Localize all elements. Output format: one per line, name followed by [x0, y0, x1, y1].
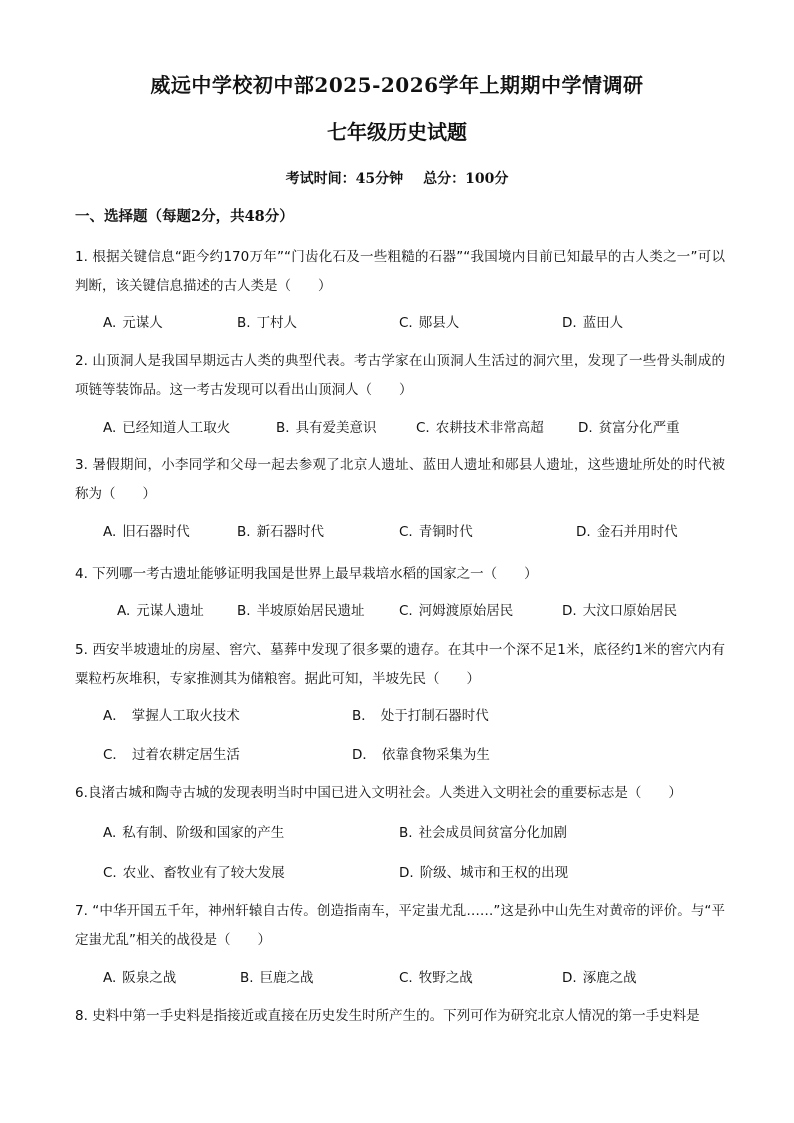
question-7: 7. “中华开国五千年，神州轩辕自古传。创造指南车，平定蚩尤乱……”这是孙中山先生对黄帝的评价。与“平定蚩尤乱”相关的战役是（ ） — [75, 903, 725, 948]
q2-option-b: B. 具有爱美意识 — [276, 420, 377, 436]
question-2: 2. 山顶洞人是我国早期远古人类的典型代表。考古学家在山顶洞人生活过的洞穴里，发现了一些骨头制成的项链等装饰品。这一考古发现可以看出山顶洞人（ ） — [75, 353, 725, 398]
exam-title: 威远中学校初中部2025-2026学年上期期中学情调研 — [150, 73, 644, 97]
q2-option-c: C. 农耕技术非常高超 — [416, 420, 544, 436]
q6-option-b: B. 社会成员间贫富分化加剧 — [399, 825, 568, 841]
q3-option-b: B. 新石器时代 — [237, 524, 325, 540]
q7-option-b: B. 巨鹿之战 — [240, 970, 314, 986]
q1-option-b: B. 丁村人 — [237, 315, 298, 331]
question-5: 5. 西安半坡遗址的房屋、窖穴、墓葬中发现了很多粟的遗存。在其中一个深不足1米，底径约1米的窖穴内有粟粒朽灰堆积，专家推测其为储粮窖。据此可知，半坡先民（ ） — [75, 642, 725, 687]
q7-option-c: C. 牧野之战 — [399, 970, 473, 986]
exam-time: 考试时间：45分钟 — [285, 171, 404, 187]
question-8: 8. 史料中第一手史料是指接近或直接在历史发生时所产生的。下列可作为研究北京人情况的第一手史料是 — [75, 1008, 700, 1024]
q7-option-d: D. 涿鹿之战 — [562, 970, 637, 986]
q4-option-c: C. 河姆渡原始居民 — [399, 603, 514, 619]
q1-option-c: C. 郧县人 — [399, 315, 460, 331]
q6-option-c: C. 农业、畜牧业有了较大发展 — [103, 865, 285, 881]
q4-option-a: A. 元谋人遗址 — [117, 603, 204, 619]
section-heading: 一、选择题（每题2分，共48分） — [75, 208, 294, 225]
q6-option-a: A. 私有制、阶级和国家的产生 — [103, 825, 285, 841]
exam-info — [0, 168, 794, 190]
exam-subtitle: 七年级历史试题 — [327, 120, 467, 144]
q4-option-d: D. 大汶口原始居民 — [562, 603, 678, 619]
question-3: 3. 暑假期间，小李同学和父母一起去参观了北京人遗址、蓝田人遗址和郧县人遗址，这些遗址所处的时代被称为（ ） — [75, 457, 725, 502]
q5-option-c: C． 过着农耕定居生活 — [103, 747, 240, 763]
q5-option-b: B． 处于打制石器时代 — [352, 708, 489, 724]
exam-score: 总分：100分 — [423, 171, 509, 187]
question-1: 1. 根据关键信息“距今约170万年”“门齿化石及一些粗糙的石器”“我国境内目前已知最早的古人类之一”可以判断，该关键信息描述的古人类是（ ） — [75, 249, 725, 294]
q3-option-d: D. 金石并用时代 — [576, 524, 678, 540]
q7-option-a: A. 阪泉之战 — [103, 970, 177, 986]
q3-option-c: C. 青铜时代 — [399, 524, 473, 540]
q3-option-a: A. 旧石器时代 — [103, 524, 190, 540]
q6-option-d: D. 阶级、城市和王权的出现 — [399, 865, 569, 881]
q2-option-d: D. 贫富分化严重 — [578, 420, 680, 436]
q5-option-a: A． 掌握人工取火技术 — [103, 708, 240, 724]
q5-option-d: D． 依靠食物采集为生 — [352, 747, 490, 763]
q2-option-a: A. 已经知道人工取火 — [103, 420, 231, 436]
question-6: 6.良渚古城和陶寺古城的发现表明当时中国已进入文明社会。人类进入文明社会的重要标志是（ ） — [75, 785, 682, 801]
q1-option-a: A. 元谋人 — [103, 315, 163, 331]
q4-option-b: B. 半坡原始居民遗址 — [237, 603, 365, 619]
q1-option-d: D. 蓝田人 — [562, 315, 624, 331]
question-4: 4. 下列哪一考古遗址能够证明我国是世界上最早栽培水稻的国家之一（ ） — [75, 566, 538, 582]
